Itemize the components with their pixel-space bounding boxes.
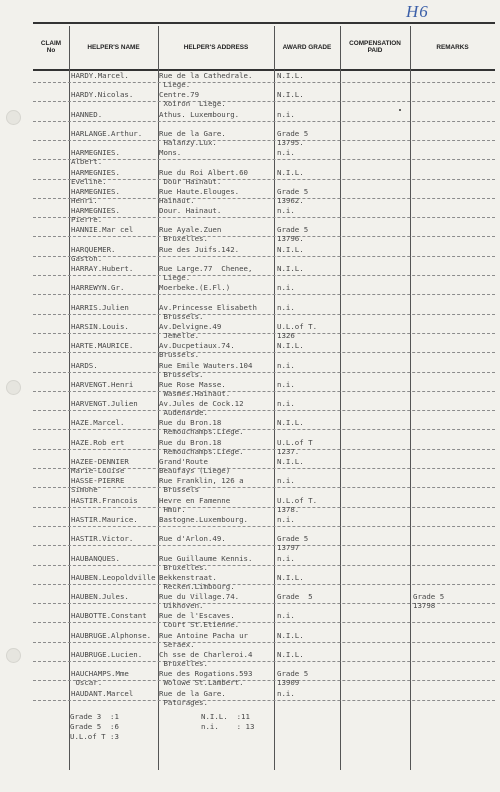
- header-compensation-paid: COMPENSATION PAID: [349, 40, 401, 54]
- ledger-row: [33, 630, 495, 649]
- award-grade: N.I.L.: [277, 90, 304, 100]
- helper-address: Rue des Rogations.593 Woluwe St.Lambert.: [159, 669, 253, 688]
- ledger-row: [33, 244, 495, 263]
- helper-address: Rue de la Gare. Halanzy.Lux.: [159, 128, 226, 147]
- ledger-row: [33, 90, 495, 109]
- ledger-row: [33, 650, 495, 668]
- helper-name: HASTIR.Maurice.: [71, 514, 138, 524]
- award-grade: n.i.: [277, 553, 295, 563]
- helper-address: Rue du Bron.18 Remouchamps.Liege.: [159, 437, 244, 456]
- helper-name: HAZE.Rob ert: [71, 437, 125, 447]
- ledger-row: [33, 111, 495, 122]
- award-grade: Grade 5 13796.: [277, 225, 309, 244]
- award-grade: N.I.L.: [277, 457, 304, 466]
- award-grade: N.I.L.: [277, 71, 304, 80]
- award-grade: U.L.of T. 1378.: [277, 495, 318, 514]
- helper-address: Rue Guillaume Kennis. Bruxelles.: [159, 553, 253, 572]
- helper-address: Grand'Route Beaufays (Liege): [159, 457, 231, 475]
- award-grade: U.L.of T. 1326: [277, 321, 318, 340]
- helper-name: HARMEGNIES. Pierre.: [71, 206, 120, 225]
- ledger-row: [33, 553, 495, 572]
- helper-address: Rue d'Arlon.49.: [159, 534, 226, 544]
- award-grade: N.I.L.: [277, 167, 304, 177]
- award-grade: N.I.L.: [277, 630, 304, 640]
- award-grade: n.i.: [277, 109, 295, 119]
- punch-hole: [6, 648, 21, 663]
- ledger-row: [33, 534, 495, 553]
- helper-name: HAUBANQUES.: [71, 553, 120, 563]
- award-grade: N.I.L.: [277, 418, 304, 428]
- ledger-row: [33, 688, 495, 707]
- award-grade: n.i.: [277, 148, 295, 158]
- header-helpers-name: HELPER'S NAME: [87, 43, 140, 51]
- helper-name: HARDS.: [71, 360, 98, 370]
- ledger-row: [33, 148, 495, 167]
- helper-name: HARRAY.Hubert.: [71, 264, 134, 273]
- helper-name: HAUDANT.Marcel: [71, 688, 134, 698]
- ledger-row: [33, 379, 495, 398]
- ledger-row: [33, 360, 495, 379]
- award-grade: U.L.of T 1237.: [277, 437, 313, 456]
- helper-address: Av.Ducpetiaux.74. Brussels.: [159, 341, 235, 360]
- helper-address: Av.Princesse Elisabeth Brussels.: [159, 302, 257, 321]
- award-grade: Grade 5 13962.: [277, 186, 309, 205]
- award-grade: Grade 5 13795.: [277, 128, 309, 147]
- helper-address: Rue des Juifs.142.: [159, 244, 240, 254]
- ledger-row: [33, 437, 495, 456]
- helper-address: Rue de l'Escaves. Court St.Etienne.: [159, 611, 240, 630]
- helper-address: Moerbeke.(E.Fl.): [159, 283, 231, 293]
- helper-address: Rue du Bron.18 Remouchamps.Liege.: [159, 418, 244, 437]
- award-grade: n.i.: [277, 514, 295, 524]
- award-grade: Grade 5: [277, 592, 313, 602]
- award-grade: N.I.L.: [277, 264, 304, 273]
- helper-name: HASSE-PIERRE Simone: [71, 476, 125, 495]
- helper-address: Rue Emile Wauters.104 Brussels.: [159, 360, 253, 379]
- helper-name: HANNIE.Mar cel: [71, 225, 134, 235]
- award-grade: Grade 5 13909: [277, 669, 309, 688]
- helper-name: HAUBEN.Jules.: [71, 592, 129, 602]
- helper-address: Rue Antoine Pacha ur Seraex.: [159, 630, 248, 649]
- ledger-row: [33, 516, 495, 527]
- helper-name: HARVENGT.Julien: [71, 399, 138, 409]
- award-grade: N.I.L.: [277, 650, 304, 659]
- ledger-row: [33, 399, 495, 418]
- helper-address: Rue Haute.Elouges. Hainaut.: [159, 186, 240, 205]
- helper-name: HAUBOTTE.Constant: [71, 611, 147, 621]
- helper-name: HARTE.MAURICE.: [71, 341, 134, 351]
- helper-name: HARMEGNIES. Eveline.: [71, 167, 120, 186]
- award-grade: Grade 5 13797: [277, 534, 309, 553]
- award-grade: n.i.: [277, 379, 295, 389]
- header-helpers-address: HELPER'S ADDRESS: [183, 43, 249, 51]
- ledger-row: [33, 572, 495, 591]
- summary-counts: N.I.L. :11 n.i. : 13: [201, 712, 255, 731]
- helper-name: HAUBRUGE.Alphonse.: [71, 630, 152, 640]
- ledger-row: [33, 128, 495, 147]
- ledger-row: [33, 225, 495, 244]
- helper-address: Rue du Roi Albert.60 Dour Hainaut.: [159, 167, 248, 186]
- helper-name: HARREWYN.Gr.: [71, 283, 125, 293]
- helper-name: HAUBEN.Leopoldville: [71, 572, 156, 582]
- helper-address: Av.Jules de Cock.12 Audenarde.: [159, 399, 244, 418]
- top-rule: [33, 22, 495, 24]
- helper-address: Mons.: [159, 148, 182, 158]
- remarks: Grade 5 13798: [413, 592, 445, 611]
- award-grade: n.i.: [277, 360, 295, 370]
- helper-address: Rue Franklin, 126 a Brussels: [159, 476, 244, 495]
- ledger-row: [33, 284, 495, 295]
- helper-name: HAUCHAMPS.Mme Oscar.: [71, 669, 129, 688]
- helper-address: Rue Ayale.Zuen Bruxelles.: [159, 225, 222, 244]
- ledger-row: [33, 206, 495, 225]
- helper-address: Hevre en Famenne Hmur.: [159, 495, 231, 514]
- award-grade: N.I.L.: [277, 572, 304, 582]
- helper-address: Athus. Luxembourg.: [159, 109, 240, 119]
- summary-grades: Grade 3 :1 Grade 5 :6 U.L.of T :3: [70, 712, 119, 741]
- ledger-row: [33, 321, 495, 340]
- award-grade: n.i.: [277, 206, 295, 216]
- ledger-row: [33, 476, 495, 495]
- award-grade: n.i.: [277, 283, 295, 293]
- helper-name: HARRIS.Julien: [71, 302, 129, 312]
- helper-address: Bastogne.Luxembourg.: [159, 514, 248, 524]
- ink-dot: [399, 109, 401, 111]
- punch-hole: [6, 380, 21, 395]
- ledger-row: [33, 611, 495, 630]
- ledger-row: [33, 186, 495, 205]
- ledger-row: [33, 264, 495, 282]
- helper-name: HAZE.Marcel.: [71, 418, 125, 428]
- ledger-row: [33, 302, 495, 321]
- helper-name: HASTIR.Victor.: [71, 534, 134, 544]
- ledger-row: [33, 669, 495, 688]
- helper-name: HANNED.: [71, 109, 103, 119]
- helper-address: Dour. Hainaut.: [159, 206, 222, 216]
- helper-address: Av.Delvigne.49 Jemelle.: [159, 321, 222, 340]
- ledger-row: [33, 457, 495, 475]
- header-remarks: REMARKS: [436, 43, 469, 51]
- helper-name: HAUBRUGE.Lucien.: [71, 650, 143, 659]
- ledger-row: [33, 341, 495, 360]
- helper-name: HARMEGNIES. Albert.: [71, 148, 120, 167]
- ledger-row: [33, 592, 495, 611]
- award-grade: n.i.: [277, 476, 295, 486]
- ledger-row: [33, 167, 495, 186]
- award-grade: n.i.: [277, 399, 295, 409]
- award-grade: N.I.L.: [277, 341, 304, 351]
- helper-address: Rue du Village.74. Uikhoven.: [159, 592, 240, 611]
- punch-hole: [6, 110, 21, 125]
- award-grade: n.i.: [277, 688, 295, 698]
- helper-name: HARSIN.Louis.: [71, 321, 129, 331]
- helper-name: HARDY.Marcel.: [71, 71, 129, 80]
- helper-name: HARMEGNIES. Henri.: [71, 186, 120, 205]
- award-grade: n.i.: [277, 302, 295, 312]
- header-claim-no: CLAIM No: [40, 40, 62, 54]
- page-number: H6: [406, 2, 429, 21]
- helper-address: Rue Large.77 Chenee, Liege.: [159, 264, 253, 282]
- ledger-row: [33, 71, 495, 89]
- helper-name: HARDY.Nicolas.: [71, 90, 134, 100]
- helper-name: HARVENGT.Henri: [71, 379, 134, 389]
- helper-address: Rue de la Cathedrale. Liege.: [159, 71, 253, 89]
- award-grade: n.i.: [277, 611, 295, 621]
- helper-name: HAZEE-DENNIER Marie-Louise: [71, 457, 129, 475]
- ledger-row: [33, 495, 495, 514]
- helpers-ledger: [33, 22, 495, 774]
- helper-address: Centre.79 Xoiron Liege.: [159, 90, 226, 109]
- helper-address: Rue Rose Masse. Wasmes.Hainaut.: [159, 379, 231, 398]
- header-award-grade: AWARD GRADE: [282, 43, 332, 51]
- award-grade: N.I.L.: [277, 244, 304, 254]
- helper-name: HARQUEMER. Gaston.: [71, 244, 116, 263]
- helper-address: Bekkenstraat. Recken.Limbourg.: [159, 572, 235, 591]
- ledger-row: [33, 418, 495, 437]
- helper-address: Ch sse de Charleroi.4 Bruxelles.: [159, 650, 253, 668]
- helper-name: HARLANGE.Arthur.: [71, 128, 143, 138]
- helper-name: HASTIR.Francois: [71, 495, 138, 505]
- helper-address: Rue de la Gare. Paturages.: [159, 688, 226, 707]
